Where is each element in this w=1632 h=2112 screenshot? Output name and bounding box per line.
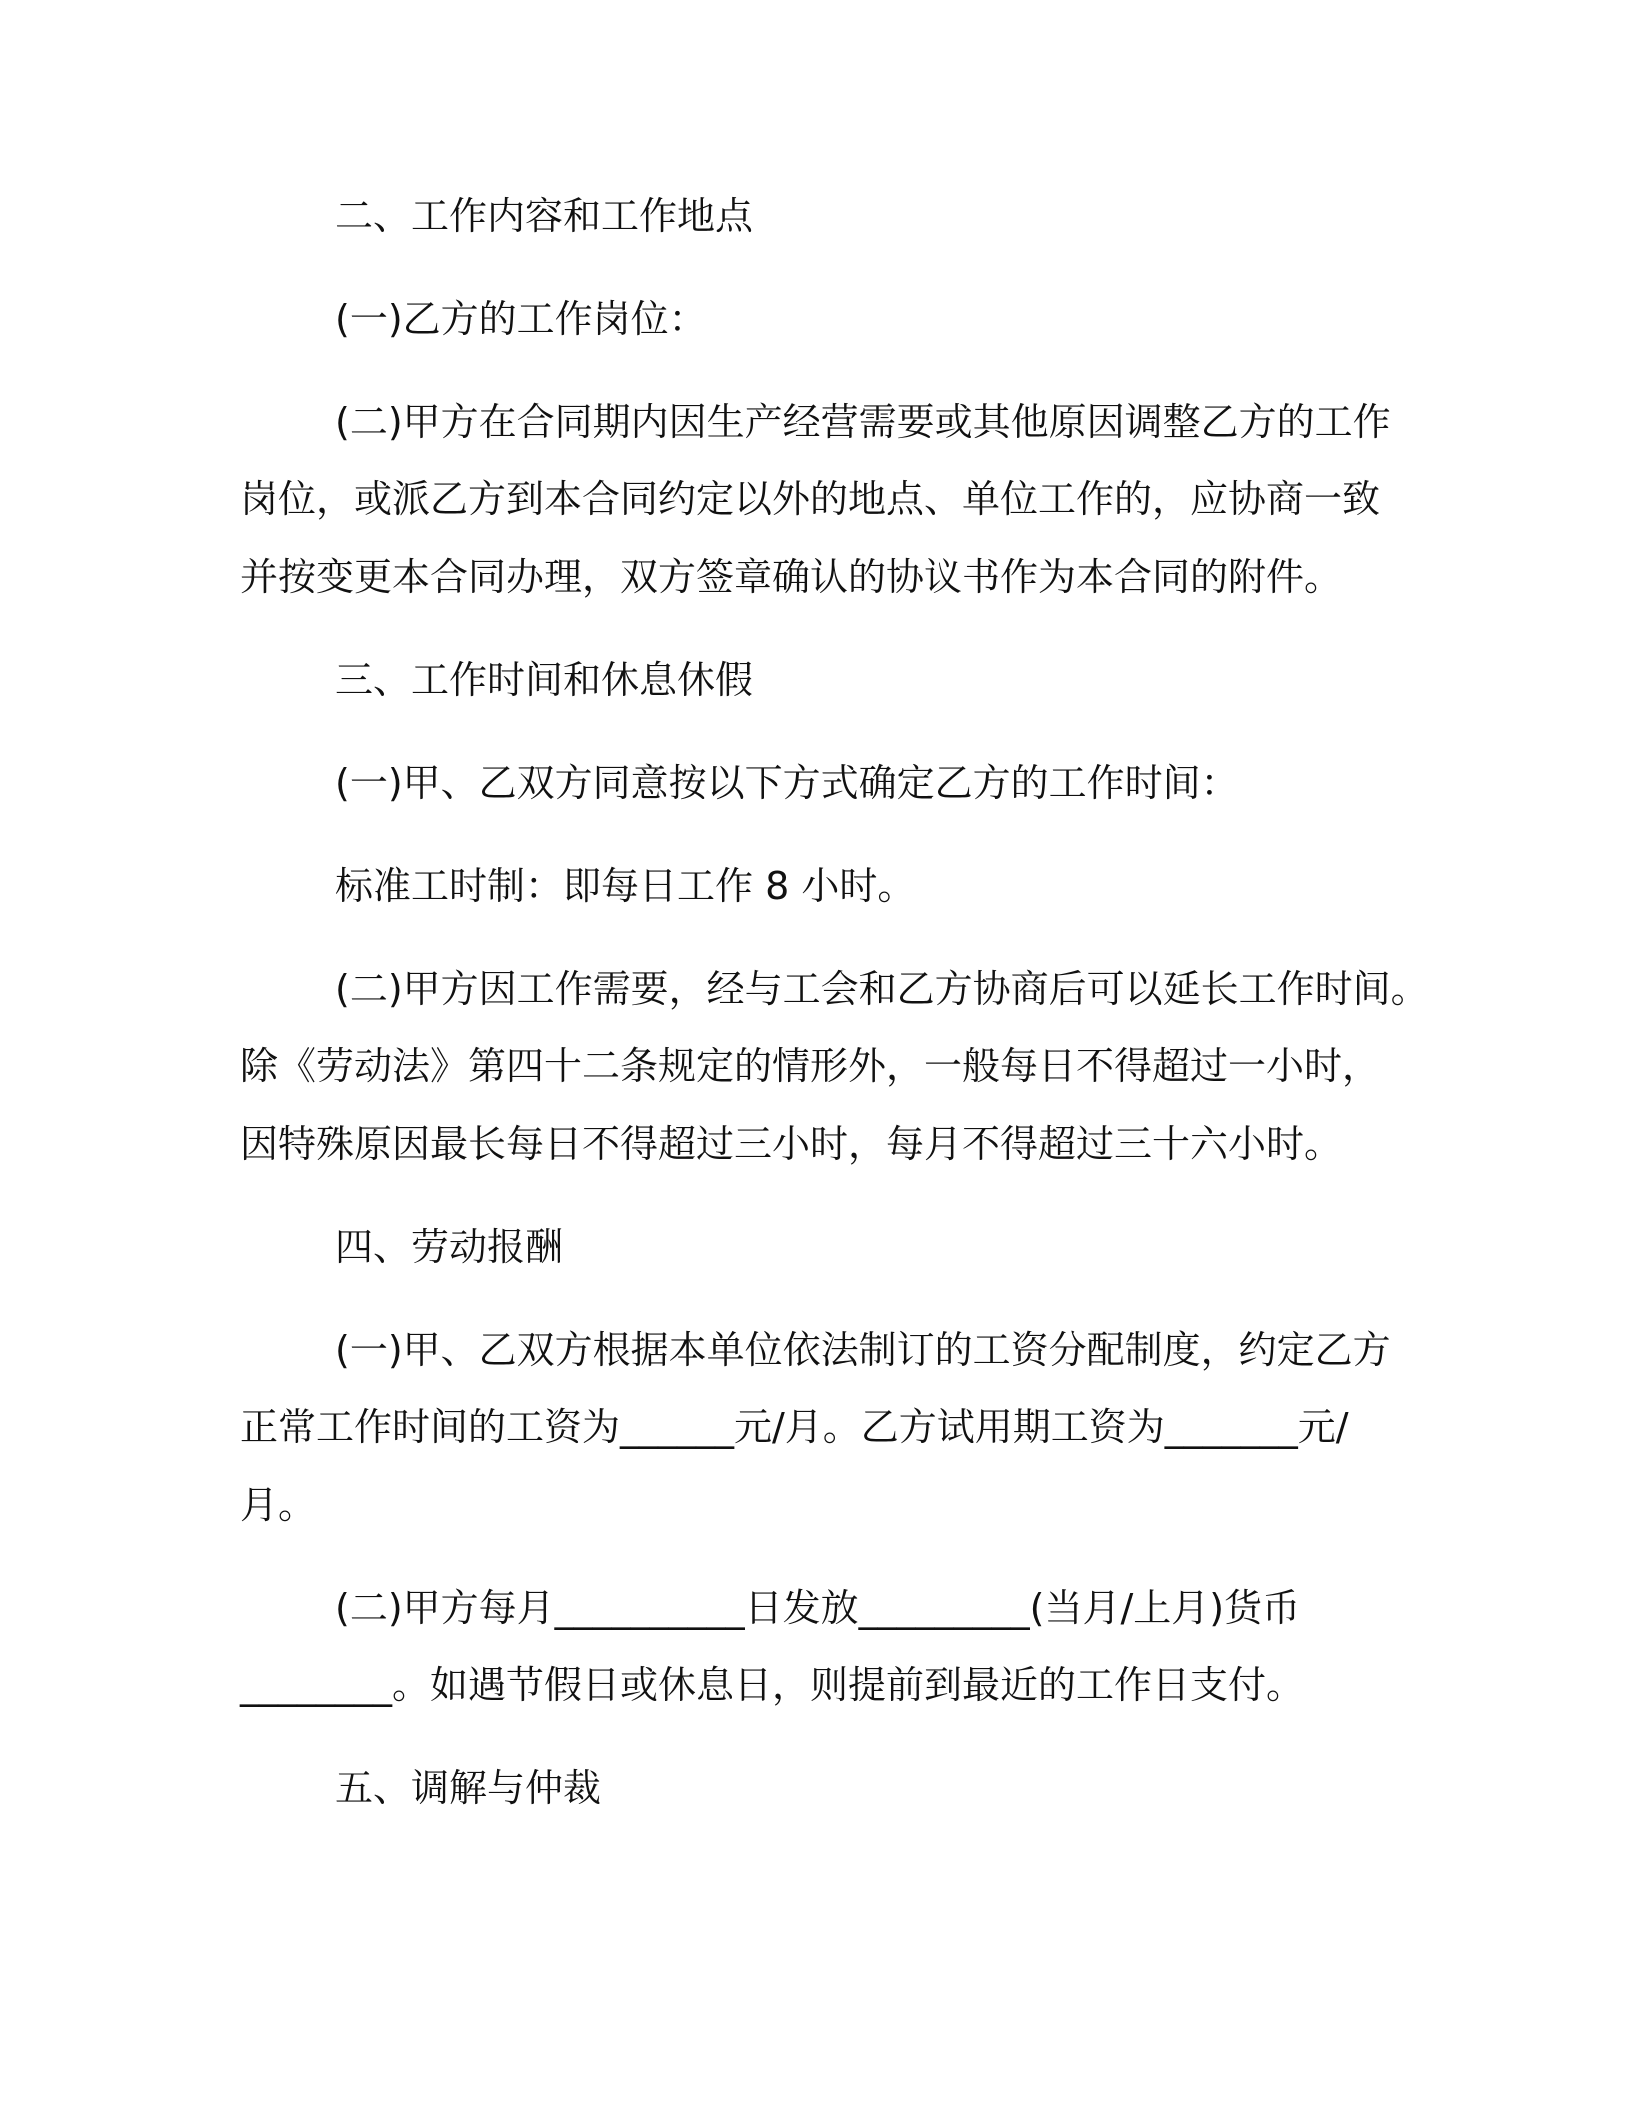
- paragraph-line: (一)甲、乙双方同意按以下方式确定乙方的工作时间：: [335, 761, 1239, 805]
- paragraph-line: 因特殊原因最长每日不得超过三小时，每月不得超过三十六小时。: [240, 1122, 1343, 1166]
- paragraph-line: (二)甲方每月__________日发放_________(当月/上月)货币: [335, 1586, 1301, 1630]
- section-heading-3: 三、工作时间和休息休假: [335, 658, 754, 702]
- paragraph-line: 除《劳动法》第四十二条规定的情形外，一般每日不得超过一小时，: [240, 1044, 1381, 1088]
- paragraph-line: (一)甲、乙双方根据本单位依法制订的工资分配制度，约定乙方: [335, 1328, 1391, 1372]
- paragraph-line: 标准工时制：即每日工作 8 小时。: [335, 864, 916, 908]
- paragraph-line: (一)乙方的工作岗位：: [335, 297, 707, 341]
- section-heading-2: 二、工作内容和工作地点: [335, 194, 754, 238]
- paragraph-line: 并按变更本合同办理，双方签章确认的协议书作为本合同的附件。: [240, 555, 1343, 599]
- section-heading-4: 四、劳动报酬: [335, 1225, 564, 1269]
- paragraph-line: 正常工作时间的工资为______元/月。乙方试用期工资为_______元/: [240, 1405, 1349, 1449]
- paragraph-line: 月。: [240, 1483, 317, 1527]
- paragraph-line: (二)甲方在合同期内因生产经营需要或其他原因调整乙方的工作: [335, 400, 1391, 444]
- section-heading-5: 五、调解与仲裁: [335, 1766, 602, 1810]
- paragraph-line: 岗位，或派乙方到本合同约定以外的地点、单位工作的，应协商一致: [240, 477, 1381, 521]
- paragraph-line: (二)甲方因工作需要，经与工会和乙方协商后可以延长工作时间。: [335, 967, 1429, 1011]
- paragraph-line: ________。如遇节假日或休息日，则提前到最近的工作日支付。: [240, 1663, 1305, 1707]
